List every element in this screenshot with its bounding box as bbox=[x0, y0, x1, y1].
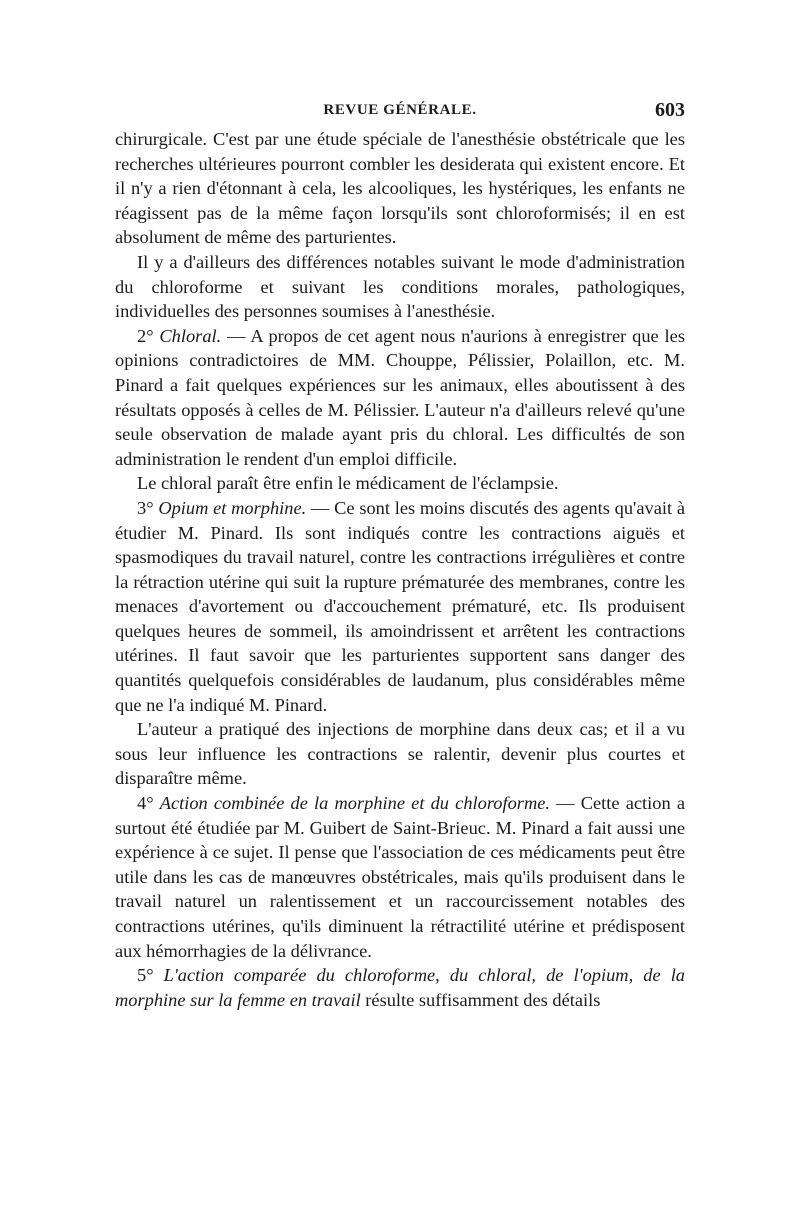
section-number: 4° bbox=[137, 793, 160, 814]
paragraph-chloral bbox=[115, 324, 685, 472]
paragraph-text: Le chloral paraît être enfin le médicament de l'éclampsie. bbox=[137, 473, 559, 494]
running-title: REVUE GÉNÉRALE. bbox=[323, 102, 477, 118]
paragraph-text: — Cette action a surtout été étudiée par M. Guibert de Saint-Brieuc. M. Pinard a fait aussi une expérience à ce sujet. Il pense que l'association de ces médicaments peut être utile dans les cas de manœuvres obstétricales, mais qu'ils produisent dans le travail naturel un ralentissement et un raccourcissement notables des contractions utérines, qu'ils diminuent la rétractilité utérine et prédisposent aux hémorrhagies de la délivrance. bbox=[115, 793, 685, 961]
paragraph-continuation bbox=[115, 127, 685, 250]
section-heading: Opium et morphine. bbox=[158, 497, 307, 518]
page-number: 603 bbox=[655, 99, 685, 121]
paragraph-text: résulte suffisamment des détails bbox=[360, 989, 601, 1010]
paragraph-action-comparee bbox=[115, 963, 685, 1012]
section-number: 5° bbox=[137, 965, 164, 986]
section-number: 3° bbox=[137, 497, 159, 518]
paragraph-eclampsie bbox=[115, 471, 685, 496]
paragraph-injections bbox=[115, 717, 685, 791]
paragraph-text: L'auteur a pratiqué des injections de morphine dans deux cas; et il a vu sous leur influence les contractions se ralentir, devenir plus courtes et disparaître même. bbox=[115, 719, 685, 789]
section-heading: Action combinée de la morphine et du chloroforme. bbox=[159, 793, 551, 814]
paragraph-text: Il y a d'ailleurs des différences notables suivant le mode d'administration du chloroforme et suivant les conditions morales, pathologiques, individuelles des personnes soumises à l'anesthésie. bbox=[115, 251, 685, 322]
section-number: 2° bbox=[137, 325, 160, 346]
section-heading: Chloral. bbox=[159, 325, 222, 346]
paragraph-text: — A propos de cet agent nous n'aurions à enregistrer que les opinions contradictoires de MM. Chouppe, Pélissier, Polaillon, etc. M. Pinard a fait quelques expériences sur les animaux, elles aboutissent à des résultats opposés à celles de M. Pélissier. L'auteur n'a d'ailleurs relevé qu'une seule observation de malade ayant pris du chloral. Les difficultés de son administration le rendent d'un emploi difficile. bbox=[115, 325, 685, 469]
page-header bbox=[115, 98, 685, 126]
document-page bbox=[115, 98, 685, 1012]
paragraph-action-combinee bbox=[115, 791, 685, 963]
paragraph-administration bbox=[115, 250, 685, 324]
paragraph-opium bbox=[115, 496, 685, 717]
paragraph-text: — Ce sont les moins discutés des agents qu'avait à étudier M. Pinard. Ils sont indiqués contre les contractions aiguës et spasmodiques du travail naturel, contre les contractions irrégulières et contre la rétraction utérine qui suit la rupture prématurée des membranes, contre les menaces d'avortement ou d'accouchement prématuré, etc. Ils produisent quelques heures de sommeil, ils amoindrissent et arrêtent les contractions utérines. Il faut savoir que les parturientes supportent sans danger des quantités quelquefois considérables de laudanum, plus considérables même que ne l'a indiqué M. Pinard. bbox=[115, 497, 685, 715]
paragraph-text: chirurgicale. C'est par une étude spéciale de l'anesthésie obstétricale que les recherches ultérieures pourront combler les desiderata qui existent encore. Et il n'y a rien d'étonnant à cela, les alcooliques, les hystériques, les enfants ne réagissent pas de la même façon lorsqu'ils sont chloroformisés; il en est absolument de même des parturientes. bbox=[115, 129, 685, 248]
section-heading: L'action comparée du chloroforme, du chloral, de l'opium, de la morphine sur la femme en travail bbox=[115, 965, 685, 1010]
